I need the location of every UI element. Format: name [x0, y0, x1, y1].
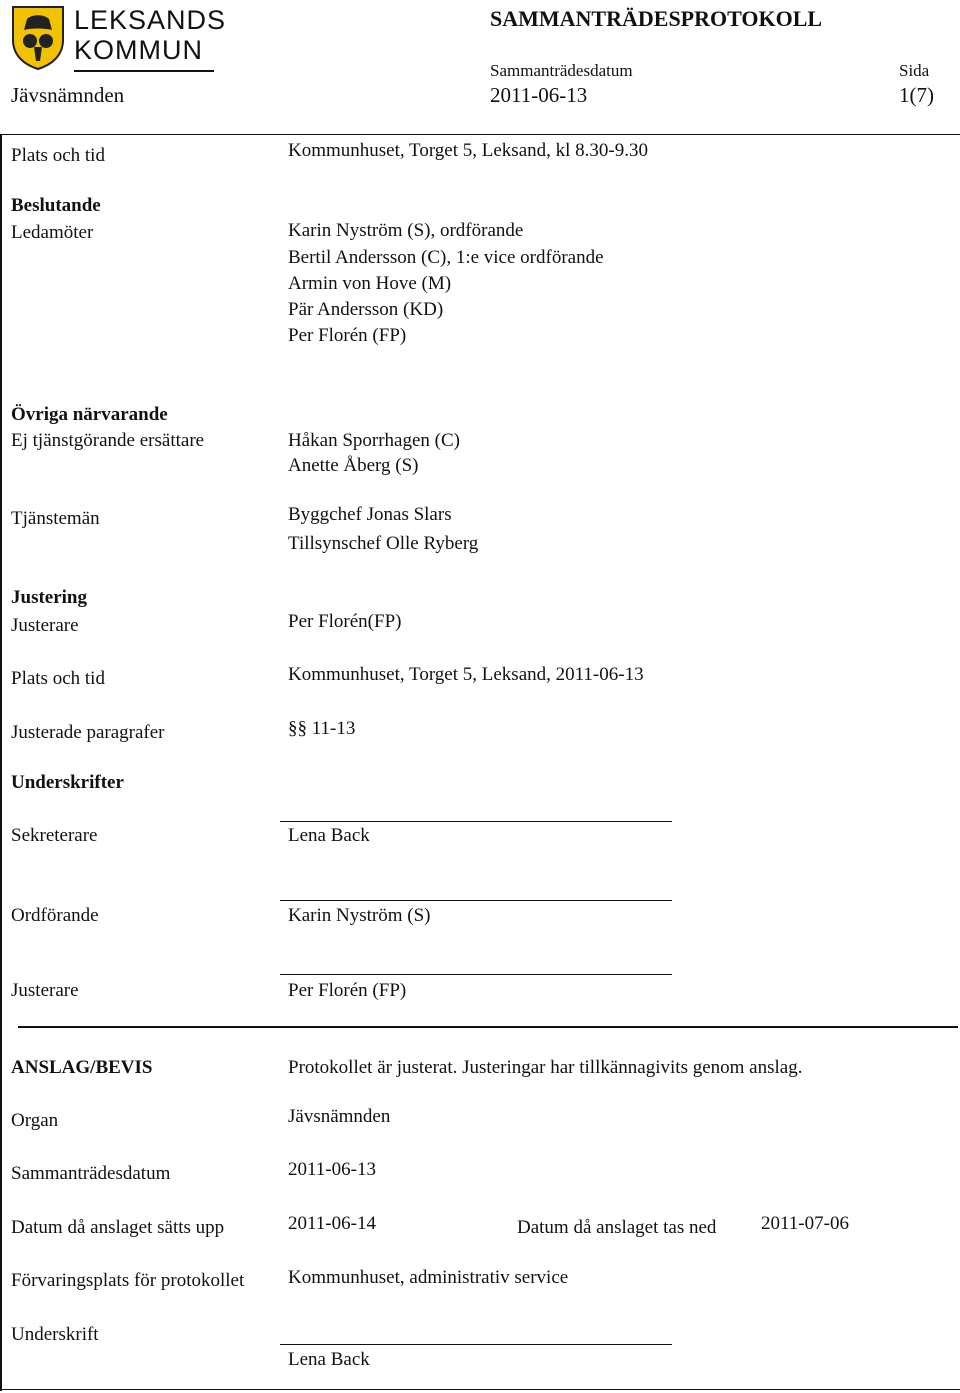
organ-value: Jävsnämnden [288, 1106, 391, 1127]
adjuster-value: Per Florén(FP) [288, 611, 402, 632]
officials-label: Tjänstemän [11, 508, 100, 529]
others-present-heading: Övriga närvarande [11, 404, 168, 425]
member-2: Bertil Andersson (C), 1:e vice ordförande [288, 247, 604, 268]
place-time-value: Kommunhuset, Torget 5, Leksand, kl 8.30-9.30 [288, 140, 648, 161]
member-5: Per Florén (FP) [288, 325, 407, 346]
chair-name: Karin Nyström (S) [288, 905, 431, 926]
committee-name: Jävsnämnden [11, 83, 125, 107]
official-2: Tillsynschef Olle Ryberg [288, 533, 479, 554]
member-1: Karin Nyström (S), ordförande [288, 220, 524, 241]
adjustment-heading: Justering [11, 587, 87, 608]
chair-label: Ordförande [11, 905, 99, 926]
storage-value: Kommunhuset, administrativ service [288, 1267, 569, 1288]
signature-line-adjuster [280, 974, 672, 975]
signature-line-notice [280, 1344, 672, 1345]
page-number: 1(7) [899, 83, 934, 107]
substitute-2: Anette Åberg (S) [288, 455, 419, 476]
adjuster-label: Justerare [11, 615, 79, 636]
coat-of-arms-icon [10, 4, 66, 70]
storage-label: Förvaringsplats för protokollet [11, 1270, 245, 1291]
municipality-logo [10, 4, 227, 70]
notice-date-value: 2011-06-13 [288, 1159, 376, 1180]
logo-text-kommun: KOMMUN [74, 35, 203, 65]
adjuster-signature-name: Per Florén (FP) [288, 980, 407, 1001]
substitute-1: Håkan Sporrhagen (C) [288, 430, 461, 451]
header-divider [0, 134, 960, 135]
member-4: Pär Andersson (KD) [288, 299, 444, 320]
decision-makers-heading: Beslutande [11, 195, 101, 216]
meeting-date-value: 2011-06-13 [490, 83, 588, 107]
member-3: Armin von Hove (M) [288, 273, 452, 294]
adjustment-place-label: Plats och tid [11, 668, 105, 689]
logo-text-leksands: LEKSANDS [74, 5, 227, 35]
members-label: Ledamöter [11, 222, 94, 243]
posted-date-value: 2011-06-14 [288, 1213, 376, 1234]
adjusted-paragraphs-value: §§ 11-13 [288, 718, 356, 739]
left-margin-rule [0, 135, 2, 1391]
place-time-label: Plats och tid [11, 145, 105, 166]
meeting-date-label: Sammanträdesdatum [490, 61, 633, 80]
signature-line-secretary [280, 821, 672, 822]
notice-signature-name: Lena Back [288, 1349, 370, 1370]
signature-line-chair [280, 900, 672, 901]
official-1: Byggchef Jonas Slars [288, 504, 452, 525]
adjuster-signature-label: Justerare [11, 980, 79, 1001]
logo-underline [74, 70, 214, 72]
signatures-heading: Underskrifter [11, 772, 124, 793]
bottom-rule [0, 1389, 960, 1390]
substitutes-label: Ej tjänstgörande ersättare [11, 430, 205, 451]
organ-label: Organ [11, 1110, 59, 1131]
notice-divider [18, 1026, 958, 1028]
removed-date-label: Datum då anslaget tas ned [517, 1217, 717, 1238]
page-label: Sida [899, 61, 930, 80]
secretary-name: Lena Back [288, 825, 370, 846]
removed-date-value: 2011-07-06 [761, 1213, 849, 1234]
posted-date-label: Datum då anslaget sätts upp [11, 1217, 225, 1238]
adjusted-paragraphs-label: Justerade paragrafer [11, 722, 165, 743]
notice-heading: ANSLAG/BEVIS [11, 1057, 153, 1078]
document-title: SAMMANTRÄDESPROTOKOLL [490, 6, 823, 31]
adjustment-place-value: Kommunhuset, Torget 5, Leksand, 2011-06-13 [288, 664, 644, 685]
notice-statement: Protokollet är justerat. Justeringar har tillkännagivits genom anslag. [288, 1057, 803, 1078]
secretary-label: Sekreterare [11, 825, 98, 846]
notice-date-label: Sammanträdesdatum [11, 1163, 171, 1184]
signature-label: Underskrift [11, 1324, 99, 1345]
